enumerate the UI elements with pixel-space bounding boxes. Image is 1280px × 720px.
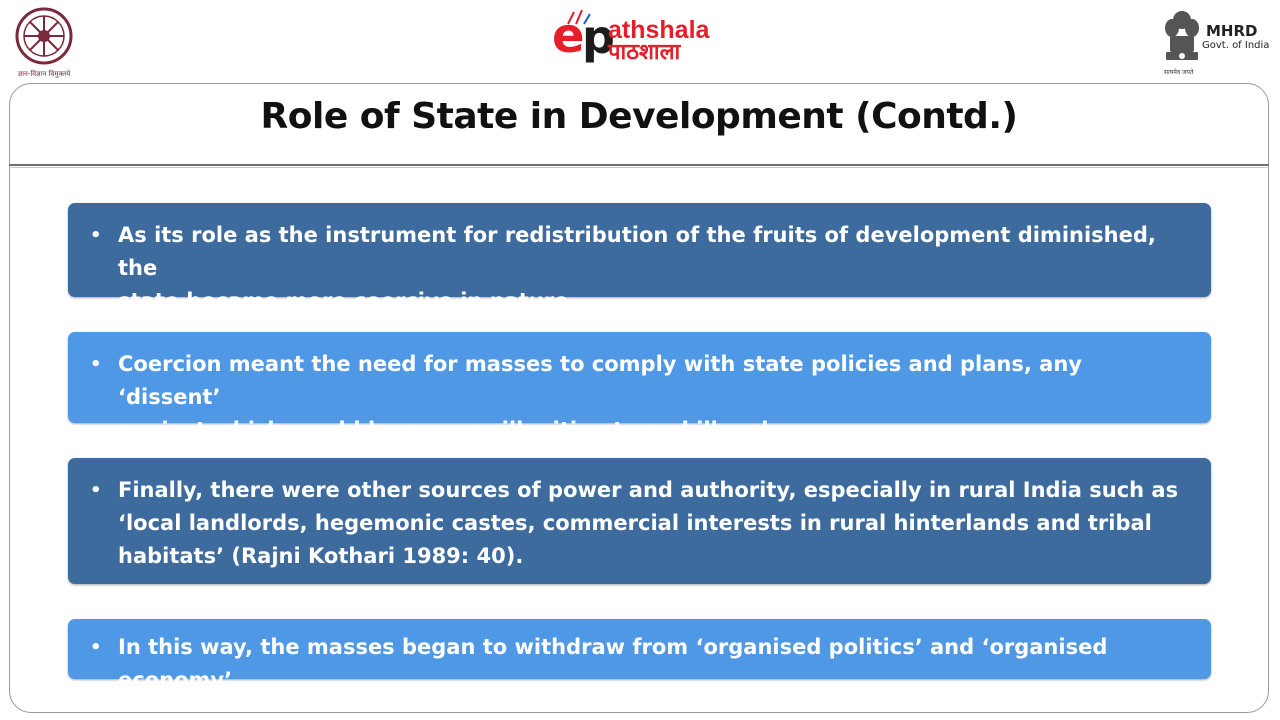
mhrd-motto: सत्यमेव जयते — [1164, 69, 1194, 76]
mhrd-logo — [1160, 8, 1278, 82]
title-divider — [9, 164, 1269, 166]
bullet-line: state became more coercive in nature. — [118, 289, 577, 313]
bullet-marker: • — [90, 354, 102, 375]
ugc-logo — [8, 6, 80, 80]
bullet-box-4 — [68, 619, 1211, 692]
bullet-marker: • — [90, 480, 102, 501]
bullet-line: Finally, there were other sources of power and authority, especially in rural India such as — [118, 478, 1179, 502]
bullet-line: against which would be seen as illegitimate and illegal. — [118, 418, 777, 442]
bullet-marker: • — [90, 637, 102, 658]
ugc-emblem-icon — [8, 6, 80, 70]
slide-title: Role of State in Development (Contd.) — [260, 96, 1018, 137]
bullet-line: As its role as the instrument for redistribution of the fruits of development diminished, the — [118, 223, 1156, 280]
logo-text-hindi: पाठशाला — [608, 40, 681, 65]
bullet-line: ‘local landlords, hegemonic castes, commercial interests in rural hinterlands and tribal — [118, 511, 1152, 535]
mhrd-subtitle: Govt. of India — [1202, 40, 1270, 51]
bullet-marker: • — [90, 225, 102, 246]
logo-text-english: athshala — [608, 16, 710, 44]
mhrd-title: MHRD — [1206, 22, 1258, 40]
ashoka-emblem-icon — [1162, 8, 1202, 66]
bullet-box-3 — [68, 458, 1211, 584]
bullet-box-1 — [68, 203, 1211, 313]
logo-letter-e: e — [552, 8, 585, 64]
bullet-line: Coercion meant the need for masses to comply with state policies and plans, any ‘dissent’ — [118, 352, 1082, 409]
bullet-box-2 — [68, 332, 1211, 442]
ugc-caption: ज्ञान-विज्ञान विमुक्तये — [17, 70, 71, 78]
title-divider-shadow — [9, 167, 1269, 168]
bullet-line: habitats’ (Rajni Kothari 1989: 40). — [118, 544, 524, 568]
bullet-line: In this way, the masses began to withdraw from ‘organised politics’ and ‘organised economy’. — [118, 635, 1108, 692]
logo-letter-p: p — [582, 10, 615, 64]
epathshala-logo — [548, 8, 748, 74]
